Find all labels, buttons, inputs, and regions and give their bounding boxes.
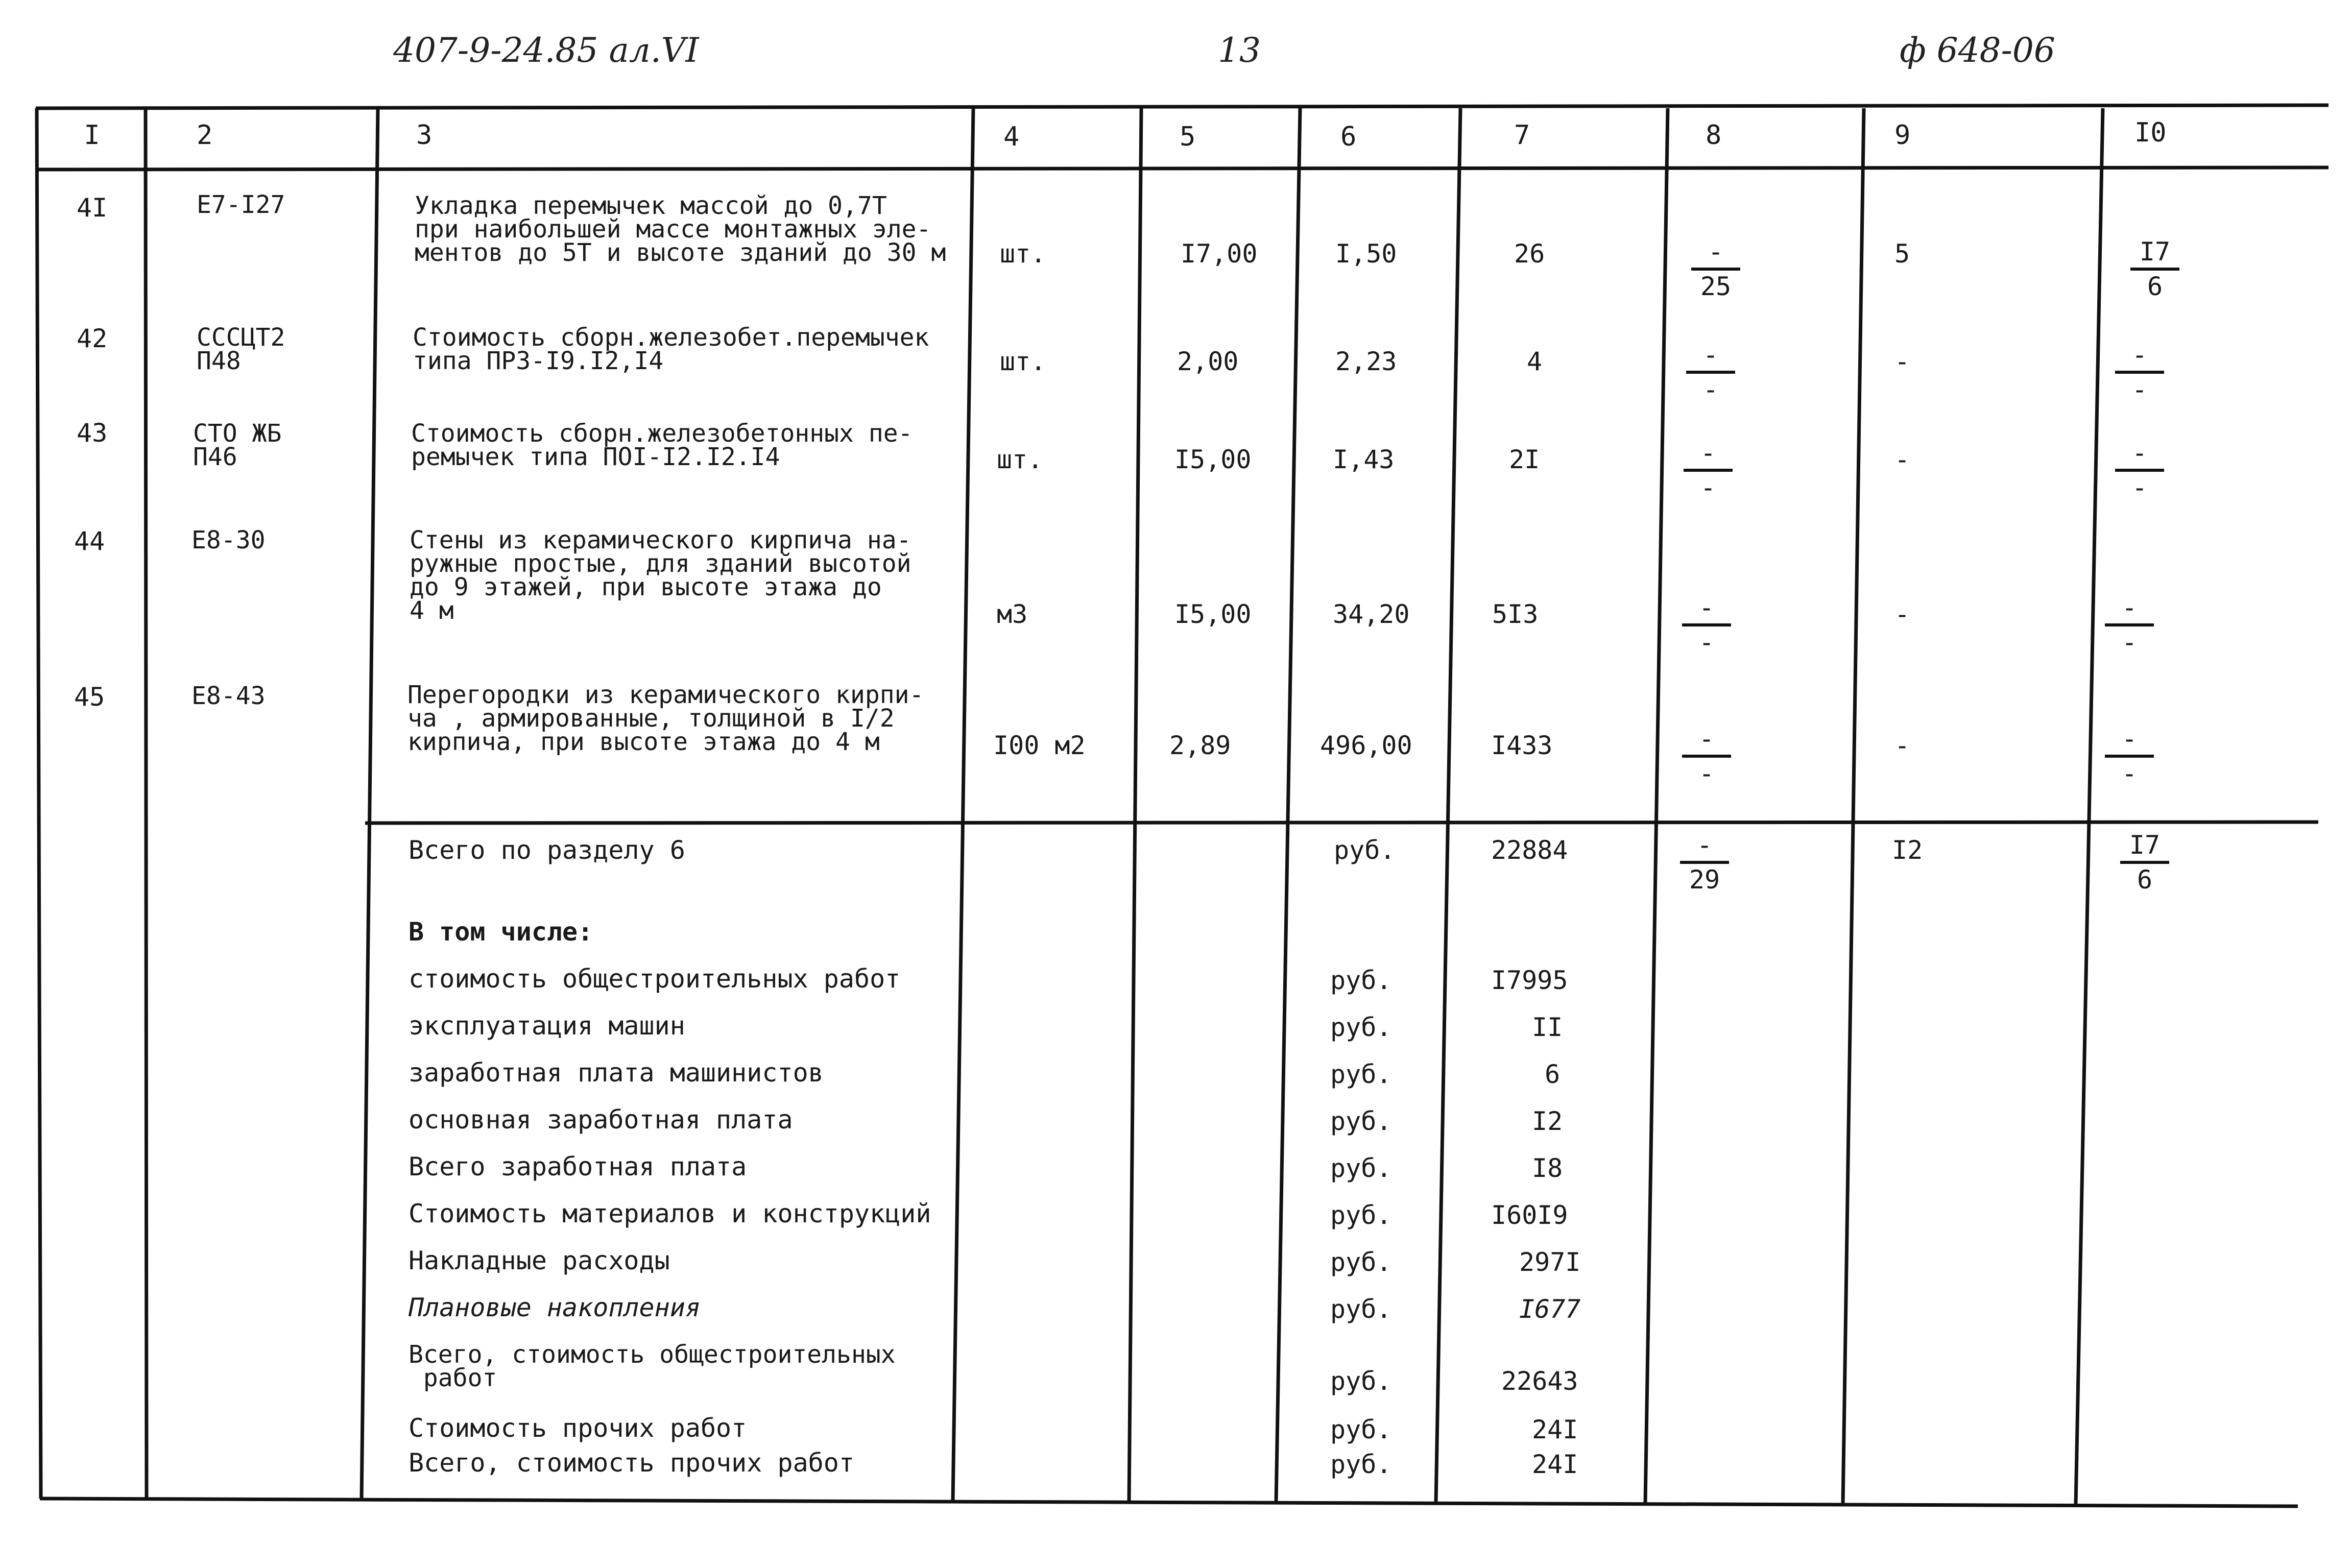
fraction-numerator: - bbox=[2121, 593, 2138, 622]
row-unit-price: I,50 bbox=[1335, 239, 1397, 269]
row-unit: шт. bbox=[997, 445, 1043, 474]
fraction-numerator: - bbox=[2121, 724, 2138, 754]
row-col8-fraction bbox=[1675, 342, 1746, 402]
breakdown-value: 297I bbox=[1519, 1247, 1581, 1277]
row-description: Стоимость сборн.железобетонных пе- ремычек типа ПОI-I2.I2.I4 bbox=[411, 419, 913, 471]
breakdown-value: 24I bbox=[1532, 1450, 1578, 1479]
breakdown-label: Плановые накопления bbox=[409, 1293, 701, 1322]
breakdown-value: I60I9 bbox=[1491, 1200, 1568, 1230]
fraction-numerator: - bbox=[1698, 593, 1715, 622]
row-number: 42 bbox=[77, 324, 108, 353]
row-description: Перегородки из керамического кирпи- ча , армированные, толщиной в I/2 кирпича, при высоте этажа до 4 м bbox=[407, 681, 924, 756]
section-total-label: Всего по разделу 6 bbox=[409, 835, 685, 865]
breakdown-value: 24I bbox=[1532, 1415, 1578, 1444]
fraction-bar bbox=[2115, 371, 2164, 374]
breakdown-value: 6 bbox=[1545, 1059, 1561, 1089]
form-code: ф 648-06 bbox=[1900, 31, 2055, 70]
row-total: 2I bbox=[1509, 445, 1540, 474]
breakdown-unit: руб. bbox=[1330, 1294, 1392, 1324]
row-quantity: I5,00 bbox=[1174, 445, 1252, 474]
fraction-bar bbox=[2115, 469, 2164, 472]
column-header-6: 6 bbox=[1340, 122, 1357, 152]
row-col9: - bbox=[1894, 347, 1910, 376]
fraction-denominator: - bbox=[1700, 473, 1716, 502]
fraction-numerator: - bbox=[2131, 340, 2148, 370]
row-col8-fraction bbox=[1680, 239, 1751, 299]
breakdown-unit: руб. bbox=[1330, 1153, 1392, 1183]
row-col10-fraction bbox=[2094, 726, 2165, 786]
breakdown-value: II bbox=[1532, 1012, 1563, 1042]
breakdown-label: Стоимость материалов и конструкций bbox=[409, 1199, 931, 1228]
breakdown-unit: руб. bbox=[1330, 1200, 1392, 1230]
fraction-bar bbox=[1684, 469, 1733, 472]
column-header-1: I bbox=[84, 120, 100, 151]
fraction-bar bbox=[1691, 268, 1740, 271]
breakdown-label: заработная плата машинистов bbox=[409, 1058, 824, 1088]
row-number: 4I bbox=[77, 193, 108, 223]
breakdown-unit: руб. bbox=[1330, 1059, 1392, 1089]
breakdown-label: основная заработная плата bbox=[409, 1105, 793, 1135]
row-col9: - bbox=[1894, 731, 1910, 760]
section-total-col10-fraction bbox=[2109, 830, 2180, 895]
row-col10-fraction bbox=[2094, 595, 2165, 655]
including-label: В том числе: bbox=[409, 917, 593, 947]
column-header-9: 9 bbox=[1894, 120, 1911, 151]
breakdown-label: Всего, стоимость прочих работ bbox=[409, 1448, 854, 1478]
row-number: 44 bbox=[74, 526, 105, 556]
breakdown-label: Всего, стоимость общестроительных работ bbox=[409, 1340, 896, 1392]
column-header-3: 3 bbox=[416, 120, 433, 151]
breakdown-value: I677 bbox=[1519, 1294, 1581, 1324]
fraction-bar bbox=[1680, 861, 1729, 864]
row-number: 43 bbox=[77, 418, 108, 448]
row-col9: - bbox=[1894, 599, 1910, 629]
fraction-numerator: - bbox=[2131, 438, 2148, 468]
section-total-col8-fraction bbox=[1669, 830, 1740, 895]
fraction-bar bbox=[1686, 371, 1735, 374]
column-header-8: 8 bbox=[1706, 120, 1722, 151]
row-col8-fraction bbox=[1671, 595, 1742, 655]
fraction-denominator: - bbox=[2121, 759, 2138, 788]
fraction-denominator: 6 bbox=[2137, 865, 2153, 895]
fraction-bar bbox=[1682, 623, 1731, 626]
fraction-denominator: - bbox=[1698, 628, 1715, 657]
row-col10-fraction bbox=[2104, 440, 2175, 500]
row-unit: I00 м2 bbox=[993, 731, 1086, 760]
fraction-denominator: 25 bbox=[1700, 272, 1732, 301]
row-col8-fraction bbox=[1672, 440, 1744, 500]
column-header-4: 4 bbox=[1003, 122, 1020, 152]
column-header-7: 7 bbox=[1514, 120, 1530, 151]
fraction-bar bbox=[2120, 861, 2169, 864]
document-code: 407-9-24.85 ал.VI bbox=[393, 31, 699, 70]
section-total-col9: I2 bbox=[1892, 835, 1923, 865]
row-unit-price: 2,23 bbox=[1335, 347, 1397, 376]
fraction-denominator: - bbox=[1702, 375, 1719, 404]
fraction-denominator: 6 bbox=[2147, 272, 2163, 301]
row-code: СССЦТ2 П48 bbox=[197, 323, 285, 375]
row-code: Е8-43 bbox=[191, 682, 266, 710]
row-unit-price: 496,00 bbox=[1320, 731, 1412, 760]
fraction-numerator: I7 bbox=[2129, 830, 2161, 860]
row-quantity: I7,00 bbox=[1181, 239, 1258, 269]
row-unit: шт. bbox=[1000, 239, 1046, 269]
row-col8-fraction bbox=[1671, 726, 1742, 786]
section-total-value: 22884 bbox=[1491, 835, 1568, 865]
fraction-bar bbox=[2130, 268, 2179, 271]
breakdown-value: 22643 bbox=[1501, 1366, 1578, 1396]
row-unit: м3 bbox=[997, 599, 1028, 629]
fraction-denominator: - bbox=[2131, 375, 2148, 404]
row-code: Е7-I27 bbox=[197, 190, 285, 219]
row-total: I433 bbox=[1491, 731, 1553, 760]
breakdown-label: стоимость общестроительных работ bbox=[409, 964, 901, 994]
breakdown-unit: руб. bbox=[1330, 1415, 1392, 1444]
row-col9: - bbox=[1894, 445, 1910, 474]
fraction-numerator: I7 bbox=[2139, 237, 2171, 267]
row-total: 4 bbox=[1527, 347, 1543, 376]
fraction-numerator: - bbox=[1702, 340, 1719, 370]
fraction-denominator: - bbox=[1698, 759, 1715, 788]
breakdown-unit: руб. bbox=[1330, 1450, 1392, 1479]
breakdown-unit: руб. bbox=[1330, 1247, 1392, 1277]
breakdown-label: Всего заработная плата bbox=[409, 1152, 747, 1181]
breakdown-label: Накладные расходы bbox=[409, 1246, 670, 1275]
fraction-denominator: - bbox=[2121, 628, 2138, 657]
fraction-bar bbox=[2105, 755, 2154, 758]
breakdown-unit: руб. bbox=[1330, 1366, 1392, 1396]
row-code: СТО ЖБ П46 bbox=[193, 419, 282, 471]
row-quantity: I5,00 bbox=[1174, 599, 1252, 629]
row-col9: 5 bbox=[1894, 239, 1910, 269]
column-header-5: 5 bbox=[1180, 122, 1196, 152]
breakdown-unit: руб. bbox=[1330, 966, 1392, 995]
breakdown-value: I8 bbox=[1532, 1153, 1563, 1183]
row-code: Е8-30 bbox=[191, 526, 266, 554]
section-total-unit: руб. bbox=[1334, 835, 1396, 865]
fraction-denominator: 29 bbox=[1689, 865, 1720, 895]
row-unit-price: I,43 bbox=[1333, 445, 1395, 474]
row-quantity: 2,89 bbox=[1169, 731, 1231, 760]
row-col10-fraction bbox=[2119, 239, 2191, 299]
row-quantity: 2,00 bbox=[1177, 347, 1239, 376]
page-number: 13 bbox=[1218, 31, 1261, 70]
row-total: 5I3 bbox=[1492, 599, 1539, 629]
row-col10-fraction bbox=[2104, 342, 2175, 402]
breakdown-value: I2 bbox=[1532, 1106, 1563, 1136]
row-description: Стоимость сборн.железобет.перемычек типа ПРЗ-I9.I2,I4 bbox=[413, 323, 929, 375]
breakdown-unit: руб. bbox=[1330, 1106, 1392, 1136]
breakdown-unit: руб. bbox=[1330, 1012, 1392, 1042]
row-unit: шт. bbox=[1000, 347, 1046, 376]
fraction-bar bbox=[2105, 623, 2154, 626]
row-unit-price: 34,20 bbox=[1333, 599, 1410, 629]
row-number: 45 bbox=[74, 682, 105, 712]
fraction-numerator: - bbox=[1698, 724, 1715, 754]
fraction-numerator: - bbox=[1708, 237, 1724, 267]
row-description: Стены из керамического кирпича на- ружные простые, для зданий высотой до 9 этажей, при высоте этажа до 4 м bbox=[410, 526, 911, 625]
row-total: 26 bbox=[1514, 239, 1545, 269]
column-header-2: 2 bbox=[197, 120, 213, 151]
fraction-bar bbox=[1682, 755, 1731, 758]
breakdown-label: Стоимость прочих работ bbox=[409, 1413, 747, 1443]
breakdown-label: эксплуатация машин bbox=[409, 1011, 685, 1041]
fraction-denominator: - bbox=[2131, 473, 2148, 502]
column-header-10: I0 bbox=[2134, 117, 2167, 148]
breakdown-value: I7995 bbox=[1491, 966, 1568, 995]
row-description: Укладка перемычек массой до 0,7Т при наибольшей массе монтажных эле- ментов до 5Т и высоте зданий до 30 м bbox=[415, 191, 946, 267]
fraction-numerator: - bbox=[1696, 830, 1713, 860]
fraction-numerator: - bbox=[1700, 438, 1716, 468]
